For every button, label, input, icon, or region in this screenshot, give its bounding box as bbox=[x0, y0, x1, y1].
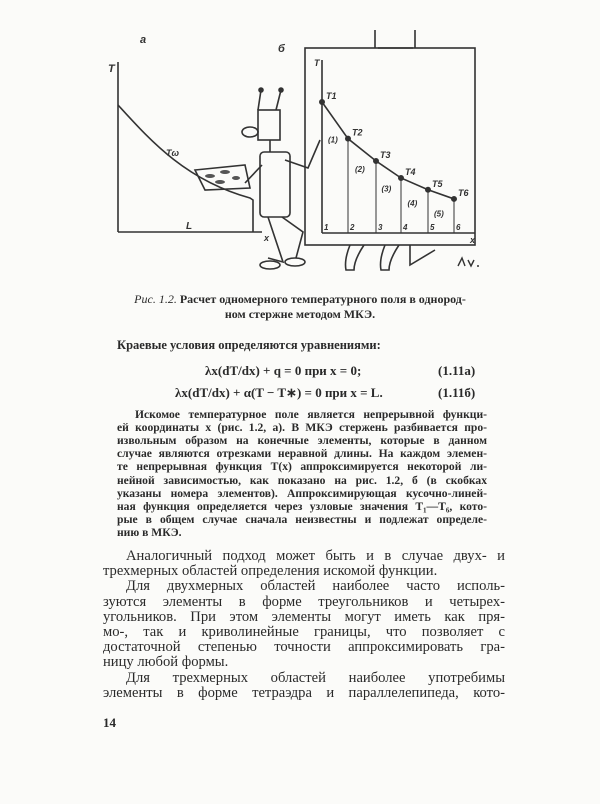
paragraph-line: ей координаты x (рис. 1.2, а). В МКЭ стержень разбивается про- bbox=[117, 421, 487, 435]
node-point bbox=[399, 176, 403, 180]
node-value-label: T6 bbox=[458, 187, 469, 198]
node-point bbox=[452, 197, 456, 201]
node-value-label: T4 bbox=[405, 166, 416, 177]
body-line: мо-, так и криволинейные границы, что позволяет с bbox=[103, 624, 505, 640]
panel-b-graph bbox=[278, 43, 476, 245]
equation-1: λx(dT/dx) + q = 0 при x = 0; bbox=[205, 363, 362, 378]
figure-caption-line1 bbox=[100, 292, 500, 307]
body-line: угольников. При этом элементы могут иметь как пря- bbox=[103, 608, 505, 625]
node-value-label: T5 bbox=[432, 178, 443, 189]
paragraph-line: случае являются отрезками неравной длины. На каждом элемен- bbox=[117, 447, 487, 461]
node-number: 2 bbox=[350, 223, 355, 232]
node-value-label: T2 bbox=[352, 127, 363, 138]
body-line: достаточной степенью точности аппроксимировать гра- bbox=[103, 639, 505, 656]
paragraph-line: рые в общем случае сначала неизвестны и подлежат определе- bbox=[117, 512, 487, 526]
element-number: (3) bbox=[381, 184, 392, 194]
equation-2-number: (1.11б) bbox=[438, 385, 476, 400]
element-number: (1) bbox=[328, 135, 338, 145]
axis-x-label: x bbox=[264, 233, 270, 243]
length-label: L bbox=[186, 221, 193, 232]
figure-label: Рис. 1.2. bbox=[134, 292, 177, 306]
paragraph-line: извольным образом на конечные элементы, которые в данном bbox=[117, 434, 487, 448]
paragraph-line: ная функция определяется через узловые значения T₁—T₆, кото- bbox=[117, 499, 487, 513]
body-line: элементы в форме тетраэдра и параллелепипеда, кото- bbox=[103, 684, 505, 701]
node-number: 1 bbox=[324, 223, 329, 232]
paragraph-line: нейной зависимостью, как показано на рис. 1.2, б (в скобках bbox=[117, 473, 487, 487]
artist-signature bbox=[458, 258, 479, 266]
node-number: 4 bbox=[403, 223, 408, 232]
equation-1-number: (1.11а) bbox=[438, 363, 476, 378]
node-point bbox=[426, 188, 430, 192]
axis-t-label: T bbox=[108, 63, 115, 75]
node-number: 3 bbox=[378, 223, 383, 232]
element-number: (4) bbox=[407, 198, 418, 208]
element-number: (5) bbox=[434, 209, 444, 219]
element-number: (2) bbox=[355, 164, 365, 174]
node-point bbox=[374, 159, 378, 163]
body-line: ницу любой формы. bbox=[103, 654, 229, 671]
paragraph-line: Искомое температурное поле является непрерывной функци- bbox=[135, 408, 487, 421]
figure-caption-line2: ном стержне методом МКЭ. bbox=[224, 307, 376, 321]
paragraph-line: нию в МКЭ. bbox=[117, 525, 182, 539]
equation-2: λx(dT/dx) + α(T − T∗) = 0 при x = L. bbox=[175, 385, 383, 400]
page-number: 14 bbox=[103, 715, 116, 730]
node-value-label: T3 bbox=[380, 149, 391, 160]
body-line: Аналогичный подход может быть и в случае двух- и bbox=[126, 548, 505, 564]
intro-text: Краевые условия определяются уравнениями: bbox=[117, 338, 381, 352]
paragraph-line: указаны номера элементов). Аппроксимирующая кусочно-линей- bbox=[117, 486, 487, 500]
node-point bbox=[320, 100, 324, 104]
body-line: зуются элементы в форме треугольников и четырех- bbox=[103, 593, 505, 610]
panel-a-graph bbox=[108, 34, 270, 243]
node-point bbox=[346, 136, 350, 140]
caption-text: Расчет одномерного температурного поля в однород- bbox=[179, 292, 466, 306]
paragraph-line: те непрерывная функция T(x) аппроксимируется некоторой ли- bbox=[117, 460, 487, 474]
axis-t-label-b: T bbox=[314, 58, 320, 68]
body-line: Для трехмерных областей наиболее употребимы bbox=[126, 669, 505, 686]
body-line: трехмерных областей определения искомой функции. bbox=[103, 563, 438, 580]
node-number: 5 bbox=[430, 223, 435, 232]
node-value-label: T1 bbox=[326, 91, 337, 101]
ambient-label: Tω bbox=[166, 148, 180, 158]
node-number: 6 bbox=[456, 223, 461, 232]
body-line: Для двухмерных областей наиболее часто исполь- bbox=[126, 578, 505, 595]
panel-a-label: а bbox=[140, 34, 147, 46]
panel-b-label: б bbox=[278, 43, 285, 55]
robot-painter-illustration bbox=[195, 88, 320, 269]
figure-1-2 bbox=[0, 0, 600, 290]
axis-x-label-b: x bbox=[470, 235, 476, 245]
